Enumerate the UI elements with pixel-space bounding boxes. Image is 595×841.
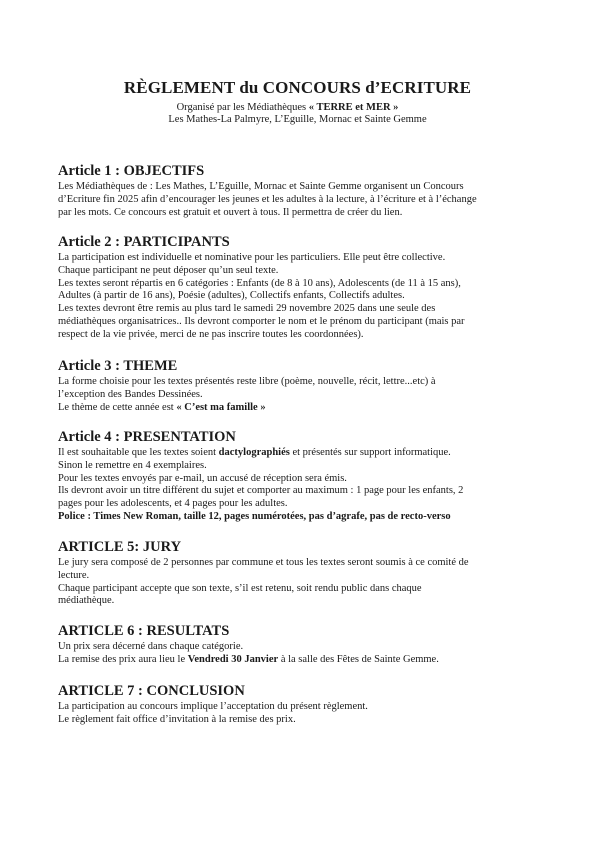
police-requirements: Police : Times New Roman, taille 12, pages numérotées, pas d’agrafe, pas de recto-verso <box>58 510 451 522</box>
organizer-locations: Les Mathes-La Palmyre, L’Eguille, Mornac et Sainte Gemme <box>168 114 427 125</box>
article-conclusion <box>58 683 524 727</box>
article-title: Article 4 : PRESENTATION <box>58 429 236 445</box>
article-jury <box>58 539 524 608</box>
theme-value: « C’est ma famille » <box>176 401 266 413</box>
article-text-line: lecture. <box>58 569 90 581</box>
article-text-line: pages pour les adolescents, et 4 pages pour les adultes. <box>58 498 288 510</box>
line-prefix: Il est souhaitable que les textes soient <box>58 447 219 458</box>
article-text-line: Sinon le remettre en 4 exemplaires. <box>58 459 207 471</box>
article-text-line: Pour les textes envoyés par e-mail, un accusé de réception sera émis. <box>58 472 347 484</box>
document-title: RÈGLEMENT du CONCOURS d’ECRITURE <box>123 78 472 97</box>
article-title: Article 2 : PARTICIPANTS <box>58 234 230 250</box>
article-text-line: médiathèque. <box>58 595 115 607</box>
article-text-line: La participation est individuelle et nominative pour les particuliers. Elle peut être collective. <box>58 252 446 263</box>
ceremony-date: Vendredi 30 Janvier <box>187 653 279 665</box>
article-title: ARTICLE 5: JURY <box>58 539 182 555</box>
article-theme <box>58 358 524 414</box>
document-header <box>0 78 595 125</box>
organizer-prefix: Organisé par les Médiathèques <box>176 102 307 113</box>
article-text-line: Ils devront avoir un titre différent du sujet et comporter au maximum : 1 page pour les enfants, 2 <box>58 485 464 497</box>
article-text-line: par les mots. Ce concours est gratuit et ouvert à tous. Il permettra de créer du lien. <box>58 206 403 218</box>
article-title: Article 1 : OBJECTIFS <box>58 163 205 179</box>
theme-line <box>58 402 524 415</box>
article-title: ARTICLE 7 : CONCLUSION <box>58 683 245 699</box>
article-text-line: l’exception des Bandes Dessinées. <box>58 388 203 400</box>
article-text-line: Les textes devront être remis au plus tard le samedi 29 novembre 2025 dans une seule des <box>58 303 436 315</box>
article-text-line: Chaque participant ne peut déposer qu’un seul texte. <box>58 264 279 276</box>
article-presentation <box>58 429 524 524</box>
theme-prefix: Le thème de cette année est <box>58 401 177 413</box>
line-emphasis: dactylographiés <box>218 447 290 458</box>
article-text-line: La forme choisie pour les textes présentés reste libre (poème, nouvelle, récit, lettre...etc) à <box>58 376 436 387</box>
organizer-line <box>0 102 595 113</box>
article-participants <box>58 234 524 342</box>
article-text-line: Les Médiathèques de : Les Mathes, L’Eguille, Mornac et Sainte Gemme organisent un Concours <box>58 181 464 192</box>
award-ceremony-line <box>58 654 524 667</box>
article-text-line: Le règlement fait office d’invitation à la remise des prix. <box>58 713 296 725</box>
article-text-line: Le jury sera composé de 2 personnes par commune et tous les textes seront soumis à ce comité de <box>58 557 469 568</box>
article-text-line: La participation au concours implique l’acceptation du présent règlement. <box>58 701 368 712</box>
article-resultats <box>58 623 524 667</box>
article-text-line: Adultes (à partir de 16 ans), Poésie (adultes), Collectifs enfants, Collectifs adultes. <box>58 290 405 302</box>
article-text-line: Chaque participant accepte que son texte, s’il est retenu, soit rendu public dans chaque <box>58 582 422 594</box>
line-suffix: à la salle des Fêtes de Sainte Gemme. <box>278 653 439 665</box>
article-text-line <box>58 447 524 460</box>
article-title: Article 3 : THEME <box>58 358 178 374</box>
line-prefix: La remise des prix aura lieu le <box>58 653 188 665</box>
article-text-line: Les textes seront répartis en 6 catégories : Enfants (de 8 à 10 ans), Adolescents (de 11 à 15 ans), <box>58 277 461 289</box>
article-text-line: Un prix sera décerné dans chaque catégorie. <box>58 641 244 652</box>
line-suffix: et présentés sur support informatique. <box>289 447 451 458</box>
article-text-line: respect de la vie privée, merci de ne pas inscrire toutes les coordonnées). <box>58 328 364 340</box>
organizer-network-name: « TERRE et MER » <box>308 102 399 113</box>
article-objectifs <box>58 163 524 219</box>
article-text-line: d’Ecriture fin 2025 afin d’encourager les jeunes et les adultes à la lecture, à l’écriture et à l’échange <box>58 193 477 205</box>
article-title: ARTICLE 6 : RESULTATS <box>58 623 230 639</box>
article-text-line: médiathèques organisatrices.. Ils devront comporter le nom et le prénom du participant (mais par <box>58 315 465 327</box>
